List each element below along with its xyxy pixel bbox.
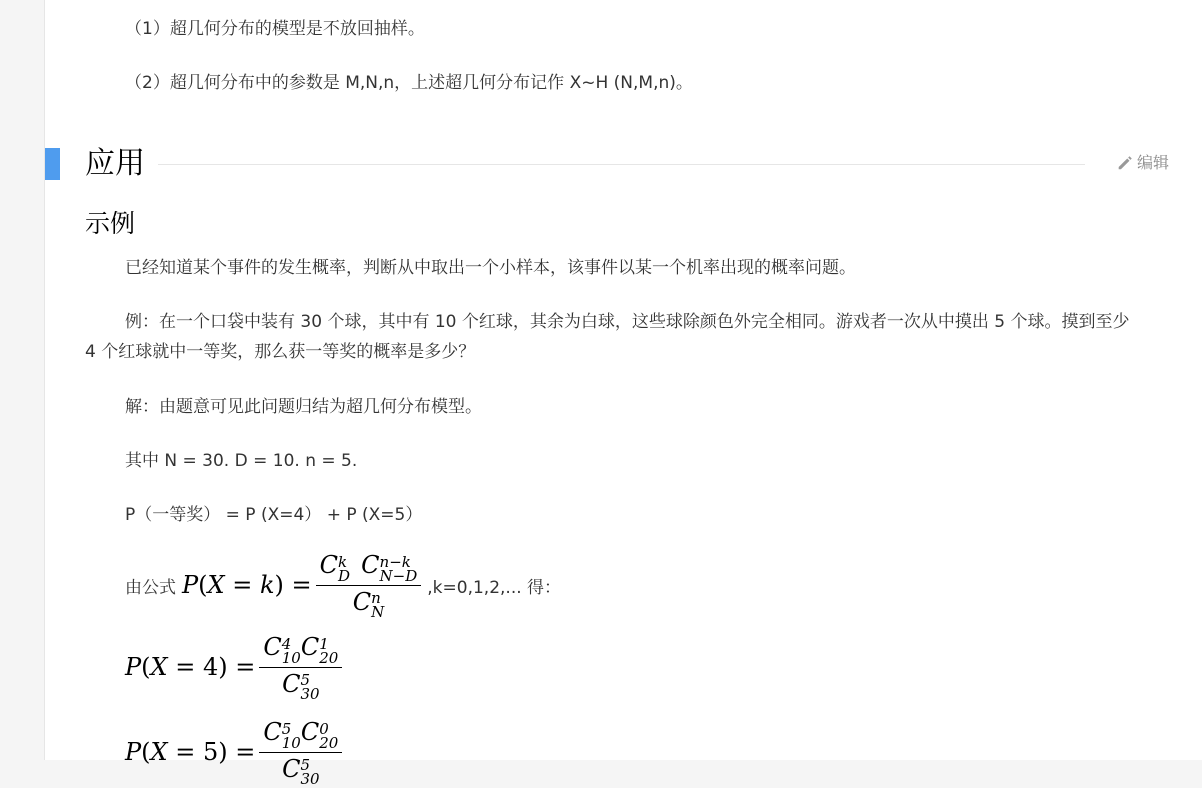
solution-text: 解：由题意可见此问题归结为超几何分布模型。 <box>125 397 482 417</box>
article-content <box>45 0 1202 788</box>
section-title: 应用 <box>85 146 145 181</box>
edit-button[interactable] <box>1116 150 1169 176</box>
example-title: 示例 <box>85 209 136 238</box>
formula-fraction: C k D C n−k N−D C n N <box>316 551 422 619</box>
probability-sum: P（一等奖） = P (X=4） + P (X=5） <box>125 505 423 525</box>
section-divider <box>158 164 1085 165</box>
formula-p-x-5: P(X = 5) = C 5 10 C 0 20 C 5 30 <box>125 718 346 786</box>
left-gutter <box>0 0 45 760</box>
section-accent-bar <box>45 148 60 180</box>
example-problem: 例：在一个口袋中装有 30 个球，其中有 10 个红球，其余为白球，这些球除颜色外完全相同。游戏者一次从中摸出 5 个球。摸到至少 4 个红球就中一等奖，那么获一等奖的概率是多少？ <box>85 312 1130 362</box>
formula-suffix: ,k=0,1,2,... 得： <box>427 577 562 598</box>
formula-prefix: 由公式 <box>125 577 176 598</box>
formula-lhs: P(X = k) = <box>182 571 312 599</box>
pencil-icon <box>1116 154 1134 172</box>
edit-label: 编辑 <box>1137 153 1170 172</box>
formula-p-x-4: P(X = 4) = C 4 10 C 1 20 C 5 30 <box>125 633 346 701</box>
note-item-1: （1）超几何分布的模型是不放回抽样。 <box>125 19 425 39</box>
parameters-text: 其中 N = 30. D = 10. n = 5. <box>125 451 358 471</box>
note-item-2: （2）超几何分布中的参数是 M,N,n，上述超几何分布记作 X~H (N,M,n)。 <box>125 73 693 93</box>
general-formula-line <box>125 551 561 619</box>
example-intro: 已经知道某个事件的发生概率，判断从中取出一个小样本，该事件以某一个机率出现的概率问题。 <box>125 258 856 278</box>
